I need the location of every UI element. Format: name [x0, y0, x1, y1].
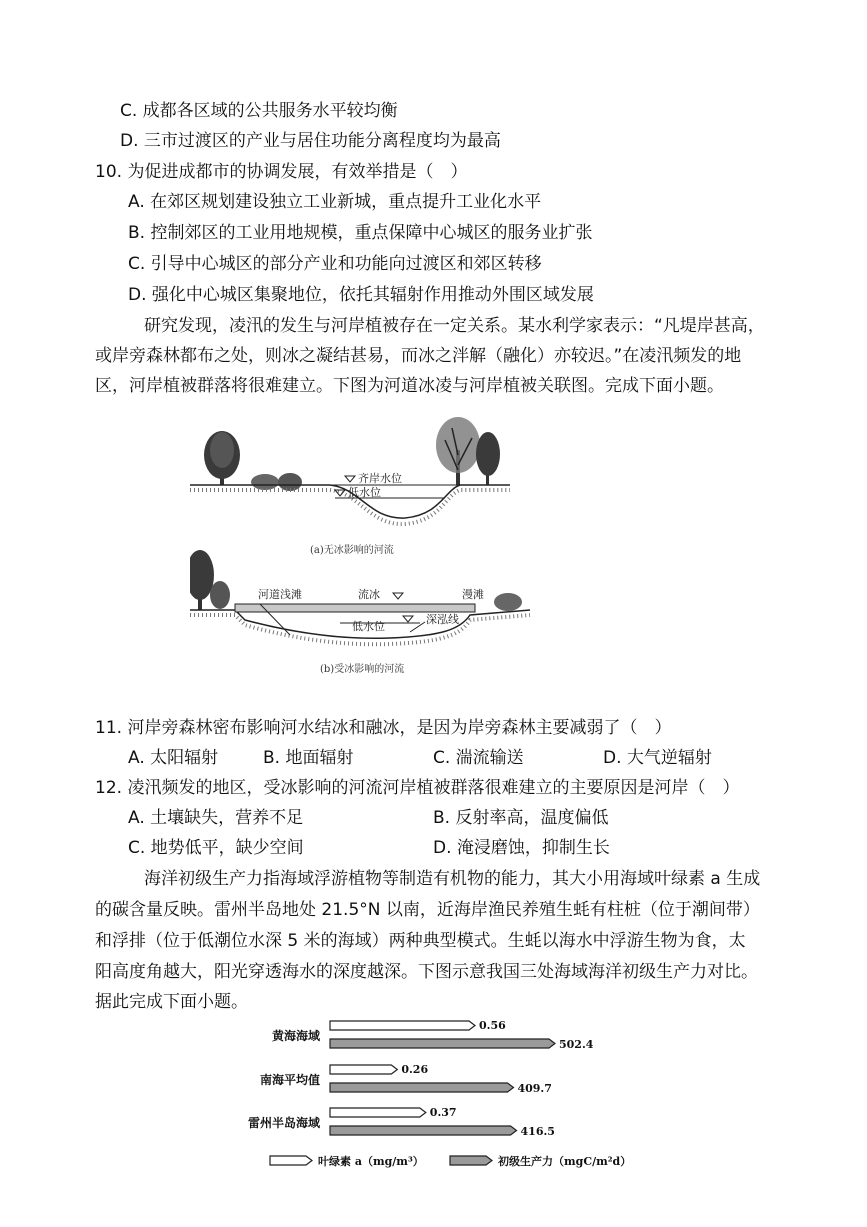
q9-option-c: C. 成都各区域的公共服务水平较均衡 [120, 101, 398, 121]
passage3-line4: 阳高度角越大，阳光穿透海水的深度越深。下图示意我国三处海域海洋初级生产力对比。 [95, 962, 758, 982]
label-drift-ice: 流冰 [358, 588, 380, 601]
passage2-line2: 或岸旁森林都布之处，则冰之凝结甚易，而冰之泮解（融化）亦较迟。”在凌汛频发的地 [95, 346, 742, 366]
q12-option-c: C. 地势低平，缺少空间 [128, 838, 304, 858]
passage2-line1: 研究发现，凌汛的发生与河岸植被存在一定关系。某水利学家表示：“凡堤岸甚高， [144, 316, 765, 336]
q12-stem: 12. 凌汛频发的地区，受冰影响的河流河岸植被群落很难建立的主要原因是河岸（ ） [95, 778, 740, 798]
q11-option-b: B. 地面辐射 [263, 748, 354, 768]
q11-option-c: C. 湍流输送 [433, 748, 524, 768]
passage3-line1: 海洋初级生产力指海域浮游植物等制造有机物的能力，其大小用海域叶绿素 a 生成 [144, 869, 761, 889]
tree-icon [204, 431, 240, 485]
legend-label-chlorophyll: 叶绿素 a（mg/m³） [318, 1155, 424, 1168]
bar-chlorophyll [330, 1108, 426, 1117]
data-label-productivity: 409.7 [517, 1082, 552, 1095]
category-label: 雷州半岛海域 [247, 1116, 320, 1130]
q10-option-c: C. 引导中心城区的部分产业和功能向过渡区和郊区转移 [128, 254, 542, 274]
q10-stem: 10. 为促进成都市的协调发展，有效举措是（ ） [95, 162, 468, 182]
caption-a: (a)无冰影响的河流 [310, 545, 394, 556]
passage3-line3: 和浮排（位于低潮位水深 5 米的海域）两种典型模式。生蚝以海水中浮游生物为食，太 [95, 931, 746, 951]
figure-a-river-no-ice [190, 417, 510, 556]
q11-stem: 11. 河岸旁森林密布影响河水结冰和融冰，是因为岸旁森林主要减弱了（ ） [95, 718, 672, 738]
legend-swatch-productivity [450, 1156, 492, 1165]
figure-b-river-ice [190, 550, 530, 675]
bar-productivity [330, 1126, 517, 1135]
category-label: 南海平均值 [259, 1073, 320, 1087]
label-low-water-a: 低水位 [348, 486, 381, 499]
bar-chlorophyll [330, 1021, 475, 1030]
data-label-chlorophyll: 0.56 [479, 1019, 506, 1032]
q10-option-d: D. 强化中心城区集聚地位，依托其辐射作用推动外围区域发展 [128, 285, 594, 305]
q10-option-a: A. 在郊区规划建设独立工业新城，重点提升工业化水平 [128, 192, 542, 212]
category-label: 黄海海域 [271, 1029, 320, 1043]
passage2-line3: 区，河岸植被群落将很难建立。下图为河道冰凌与河岸植被关联图。完成下面小题。 [95, 376, 724, 396]
productivity-bar-chart [240, 1015, 640, 1180]
tree-icon [190, 550, 230, 610]
data-label-productivity: 502.4 [559, 1038, 594, 1051]
q12-option-a: A. 土壤缺失，营养不足 [128, 808, 304, 828]
q11-option-a: A. 太阳辐射 [128, 748, 219, 768]
bar-chlorophyll [330, 1065, 397, 1074]
label-floodplain: 漫滩 [462, 588, 484, 601]
tree-icon [476, 432, 500, 485]
q10-option-b: B. 控制郊区的工业用地规模，重点保障中心城区的服务业扩张 [128, 223, 593, 243]
q12-option-d: D. 淹浸磨蚀，抑制生长 [433, 838, 610, 858]
legend-swatch-chlorophyll [270, 1156, 312, 1165]
data-label-productivity: 416.5 [520, 1125, 555, 1138]
passage3-line2: 的碳含量反映。雷州半岛地处 21.5°N 以南，近海岸渔民养殖生蚝有柱桩（位于潮间带） [95, 900, 760, 920]
label-full-bank: 齐岸水位 [358, 472, 402, 485]
label-river-shoal: 河道浅滩 [258, 588, 302, 601]
label-low-water-b: 低水位 [352, 620, 385, 633]
q12-option-b: B. 反射率高，温度偏低 [433, 808, 609, 828]
data-label-chlorophyll: 0.37 [429, 1106, 457, 1119]
tree-icon [436, 417, 480, 485]
legend-label-productivity: 初级生产力（mgC/m²d） [498, 1155, 632, 1168]
shrub-icon [494, 593, 522, 611]
q9-option-d: D. 三市过渡区的产业与居住功能分离程度均为最高 [120, 131, 501, 151]
river-ice-figure [190, 410, 550, 680]
caption-b: (b)受冰影响的河流 [320, 664, 405, 675]
bar-productivity [330, 1083, 513, 1092]
label-thalweg: 深泓线 [426, 613, 459, 626]
data-label-chlorophyll: 0.26 [401, 1063, 429, 1076]
q11-option-d: D. 大气逆辐射 [603, 748, 712, 768]
bar-productivity [330, 1039, 555, 1048]
passage3-line5: 据此完成下面小题。 [95, 992, 248, 1012]
